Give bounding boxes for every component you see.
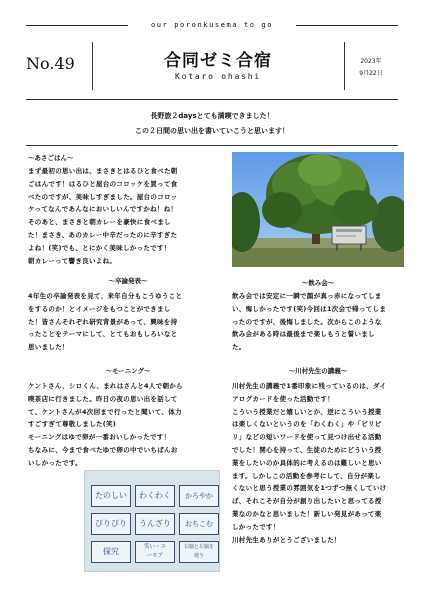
body-line: て、ケントさんが4次回まで行ったと聞いて、体力 <box>28 407 182 416</box>
section-title-sotsuron: ～卒論発表～ <box>108 277 148 285</box>
body-line: 飲み会では安定に一瞬で顔が真っ赤になってしま <box>232 292 382 300</box>
body-line: ごはんです！はるひと屋台のコロッケを買って食 <box>28 179 178 188</box>
body-line: いしかったです。 <box>28 458 82 467</box>
masthead-divider-right <box>344 42 345 90</box>
body-line: 業をしたいのか具体的に考えるのは難しいと思い <box>232 458 382 467</box>
section-body-sotsuron <box>28 290 182 354</box>
body-line: は楽しくないというのを「わくわく」や「ピリピ <box>232 420 382 429</box>
intro-rule-top <box>26 99 398 100</box>
section-body-morning <box>28 380 183 470</box>
banner-text: our poronkusema to go <box>150 21 274 29</box>
body-line: ったことをテーマにして、とてもおもしろいなと <box>28 330 178 339</box>
body-line: 4年生の卒論発表を見て、来年自分もこうゆうこと <box>28 292 183 300</box>
body-line: しかったです！ <box>232 522 280 531</box>
intro-line-2: この２日間の思い出を書いていこうと思います！ <box>135 127 289 135</box>
body-line: ったのですが、後悔しました。次からこのような <box>232 317 382 326</box>
dialog-card: かろやか <box>179 485 219 507</box>
body-line: こういう授業だと嬉しいとか、逆にこういう授業 <box>232 407 382 416</box>
intro-rule-bottom <box>26 145 398 146</box>
dialog-card: たのしい <box>91 485 131 507</box>
dialog-card: わくわく <box>135 485 175 507</box>
intro-line-1: 長野旅２daysとても満喫できました！ <box>150 112 274 120</box>
issue-number: No.49 <box>26 54 75 73</box>
body-line: まず最初の思い出は、まさきとはるひと食べた朝 <box>28 167 178 175</box>
section-title-morning: ～モーニング～ <box>105 367 151 375</box>
section-title-nomikai: ～飲み会～ <box>301 279 335 287</box>
issue-year: 2023年 <box>360 58 382 65</box>
body-line: 飲み会がある時は最後まで楽しもうと誓いまし <box>232 330 375 339</box>
body-line: アログカードを使った活動です！ <box>232 394 334 403</box>
dialog-card: おちこむ <box>179 513 219 535</box>
section-title-asagohan: ～あさごはん～ <box>28 154 74 162</box>
body-line: ケントさん、シロくん、まれはさんと4人で朝から <box>28 382 183 390</box>
masthead <box>26 38 398 96</box>
author-name: Kotaro ohashi <box>174 72 261 81</box>
dialog-card: 右脳と左脳を使う <box>179 541 219 563</box>
body-line: 川村先生ありがとうございました！ <box>232 535 341 544</box>
body-line: そのあと、まさきと朝カレーを豪快に食べまし <box>28 218 171 227</box>
dialog-card: 笑い・ユーモア <box>135 541 175 563</box>
body-line: ケってなんであんなにおいしいんですかね！ね！ <box>28 205 178 214</box>
body-line: ちなみに、今まで食べたゆで卵の中でいちばんお <box>28 445 178 454</box>
body-line: た！皆さんそれぞれ研究背景があって、興味を持 <box>28 317 178 326</box>
body-line: 喫茶店に行きました。昨日の夜の思い出を話して <box>28 394 178 403</box>
body-line: い、悔しかったです(笑)今回は1次会で帰ってしま <box>232 304 387 313</box>
park-tree-photo <box>232 152 404 267</box>
issue-date: 9月22日 <box>359 70 383 77</box>
section-title-lecture: ～川村先生の講義～ <box>288 367 348 375</box>
body-line: くないと思う授業の雰囲気を1つずつ無くしていけ <box>232 484 387 493</box>
banner <box>26 18 398 32</box>
body-line: 思いました！ <box>28 343 69 352</box>
body-line: リ」などの短いワードを使って見つけ出せる活動 <box>232 433 382 442</box>
dialog-card-photo <box>84 470 220 572</box>
body-line: た。 <box>232 343 246 352</box>
body-line: よね！(笑)でも、とにかく美味しかったです！ <box>28 243 171 252</box>
body-line: モーニングはゆで卵が一番おいしかったです！ <box>28 433 171 442</box>
body-line: ば、それこそが自分が創り出したいと思ってる授 <box>232 497 382 506</box>
page-title: 合同ゼミ合宿 <box>164 51 272 71</box>
banner-rule-right <box>296 25 398 26</box>
body-line: をするのか！とイメージをもつことができまし <box>28 304 171 313</box>
body-line: ます。しかしこの活動を参考にして、自分が楽し <box>232 471 381 480</box>
intro <box>26 109 398 139</box>
body-line: 朝カレーって響き良いよね。 <box>28 256 117 265</box>
body-line: べたのですが、美味しすぎました。屋台のコロッ <box>28 192 178 201</box>
dialog-card: 探究 <box>91 541 131 563</box>
body-line: すごすぎて尊敬しました(笑) <box>28 420 117 429</box>
body-line: た！まさき、あのカレー中辛だったのに辛すぎた <box>28 230 178 239</box>
body-line: でした！関心を持って、生徒のためにどういう授 <box>232 445 382 454</box>
dialog-card: ぴりぴり <box>91 513 131 535</box>
section-body-nomikai <box>232 290 386 354</box>
section-body-asagohan <box>28 165 178 267</box>
body-line: 業なのかなと思いました！新しい発見があって楽 <box>232 509 382 518</box>
park-tree-illustration <box>232 152 404 267</box>
section-body-lecture <box>232 380 386 546</box>
body-line: 川村先生の講義で1番印象に残っているのは、ダイ <box>232 382 387 390</box>
dialog-card: うんざり <box>135 513 175 535</box>
